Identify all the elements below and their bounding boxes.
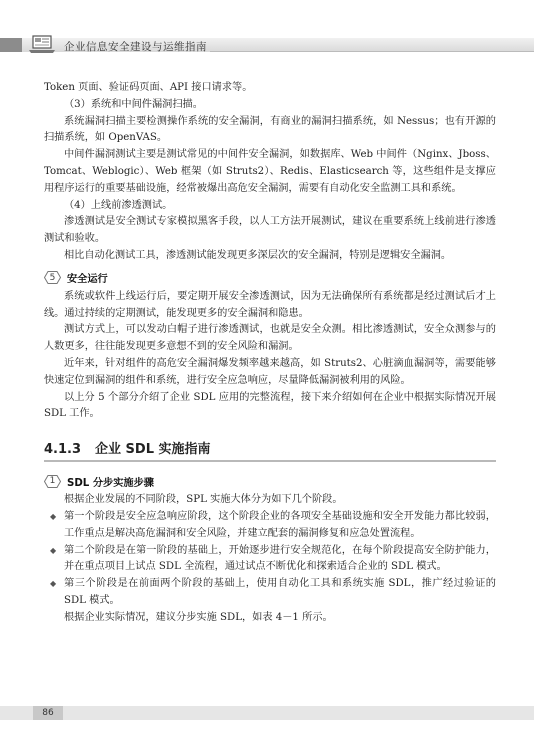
list-item-text: 第二个阶段是在第一阶段的基础上，开始逐步进行安全规范化，在每个阶段提高安全防护能力，并在重点项目上试点 SDL 全流程，通过试点不断优化和探索适合企业的 SDL 模式。 — [64, 544, 496, 573]
page-footer — [0, 706, 534, 720]
paragraph: 中间件漏洞测试主要是测试常见的中间件安全漏洞，如数据库、Web 中间件（Nginx、Jboss、Tomcat、Weblogic）、Web 框架（如 Struts2）、Redis、Elasticsearch 等，这些组件是支撑应用程序运行的重要基础设施，经常被爆出高危安全漏洞，需要有自动化安全监测工具和系统。 — [44, 149, 496, 194]
header-rule — [210, 51, 534, 52]
bullet-icon: ◆ — [50, 511, 57, 521]
paragraph: 近年来，针对组件的高危安全漏洞爆发频率越来越高，如 Struts2、心脏滴血漏洞等，需要能够快速定位到漏洞的组件和系统，进行安全应急响应，尽量降低漏洞被利用的风险。 — [44, 357, 496, 386]
section-heading-main — [44, 433, 496, 462]
page-header — [0, 33, 534, 57]
section-heading — [44, 470, 496, 492]
section-title: 安全运行 — [67, 274, 108, 286]
heading-number: 4.1.3 — [44, 442, 82, 458]
subheading: （3）系统和中间件漏洞扫描。 — [64, 98, 203, 110]
section-number-badge: 1 — [44, 475, 61, 488]
paragraph: 以上分 5 个部分介绍了企业 SDL 应用的完整流程，接下来介绍如何在企业中根据实际情况开展 SDL 工作。 — [44, 391, 496, 420]
bullet-icon: ◆ — [50, 545, 57, 555]
paragraph: 相比自动化测试工具，渗透测试能发现更多深层次的安全漏洞，特别是逻辑安全漏洞。 — [64, 249, 452, 261]
bullet-icon: ◆ — [50, 579, 57, 589]
section-heading — [44, 267, 496, 289]
section-number-badge: 5 — [44, 271, 61, 284]
subheading: （4）上线前渗透测试。 — [64, 199, 173, 211]
header-band-accent — [0, 38, 22, 52]
paragraph: 系统漏洞扫描主要检测操作系统的安全漏洞，有商业的漏洞扫描系统，如 Nessus；也有开源的扫描系统，如 OpenVAS。 — [44, 115, 496, 144]
footer-band — [0, 706, 534, 720]
paragraph: 根据企业发展的不同阶段，SPL 实施大体分为如下几个阶段。 — [64, 494, 343, 506]
paragraph: Token 页面、验证码页面、API 接口请求等。 — [44, 82, 253, 93]
laptop-icon — [26, 33, 58, 55]
list-item — [44, 509, 496, 543]
paragraph: 根据企业实际情况，建议分步实施 SDL，如表 4－1 所示。 — [64, 611, 333, 623]
heading-title: 企业 SDL 实施指南 — [95, 442, 211, 458]
page-number: 86 — [33, 706, 63, 720]
paragraph: 测试方式上，可以发动白帽子进行渗透测试，也就是安全众测。相比渗透测试，安全众测参与的人数更多，往往能发现更多意想不到的安全风险和漏洞。 — [44, 324, 496, 353]
header-title: 企业信息安全建设与运维指南 — [64, 41, 207, 53]
list-item — [44, 576, 496, 610]
section-title: SDL 分步实施步骤 — [67, 477, 154, 489]
list-item — [44, 543, 496, 577]
paragraph: 系统或软件上线运行后，要定期开展安全渗透测试，因为无法确保所有系统都是经过测试后才上线。通过持续的定期测试，能发现更多的安全漏洞和隐患。 — [44, 290, 496, 319]
list-item-text: 第三个阶段是在前面两个阶段的基础上，使用自动化工具和系统实施 SDL，推广经过验证的 SDL 模式。 — [64, 578, 496, 606]
paragraph: 渗透测试是安全测试专家模拟黑客手段，以人工方法开展测试，建议在重要系统上线前进行渗透测试和验收。 — [44, 216, 496, 245]
list-item-text: 第一个阶段是安全应急响应阶段，这个阶段企业的各项安全基础设施和安全开发能力都比较弱，工作重点是解决高危漏洞和安全风险，并建立配套的漏洞修复和应急处置流程。 — [64, 510, 496, 539]
page-body — [44, 80, 496, 627]
